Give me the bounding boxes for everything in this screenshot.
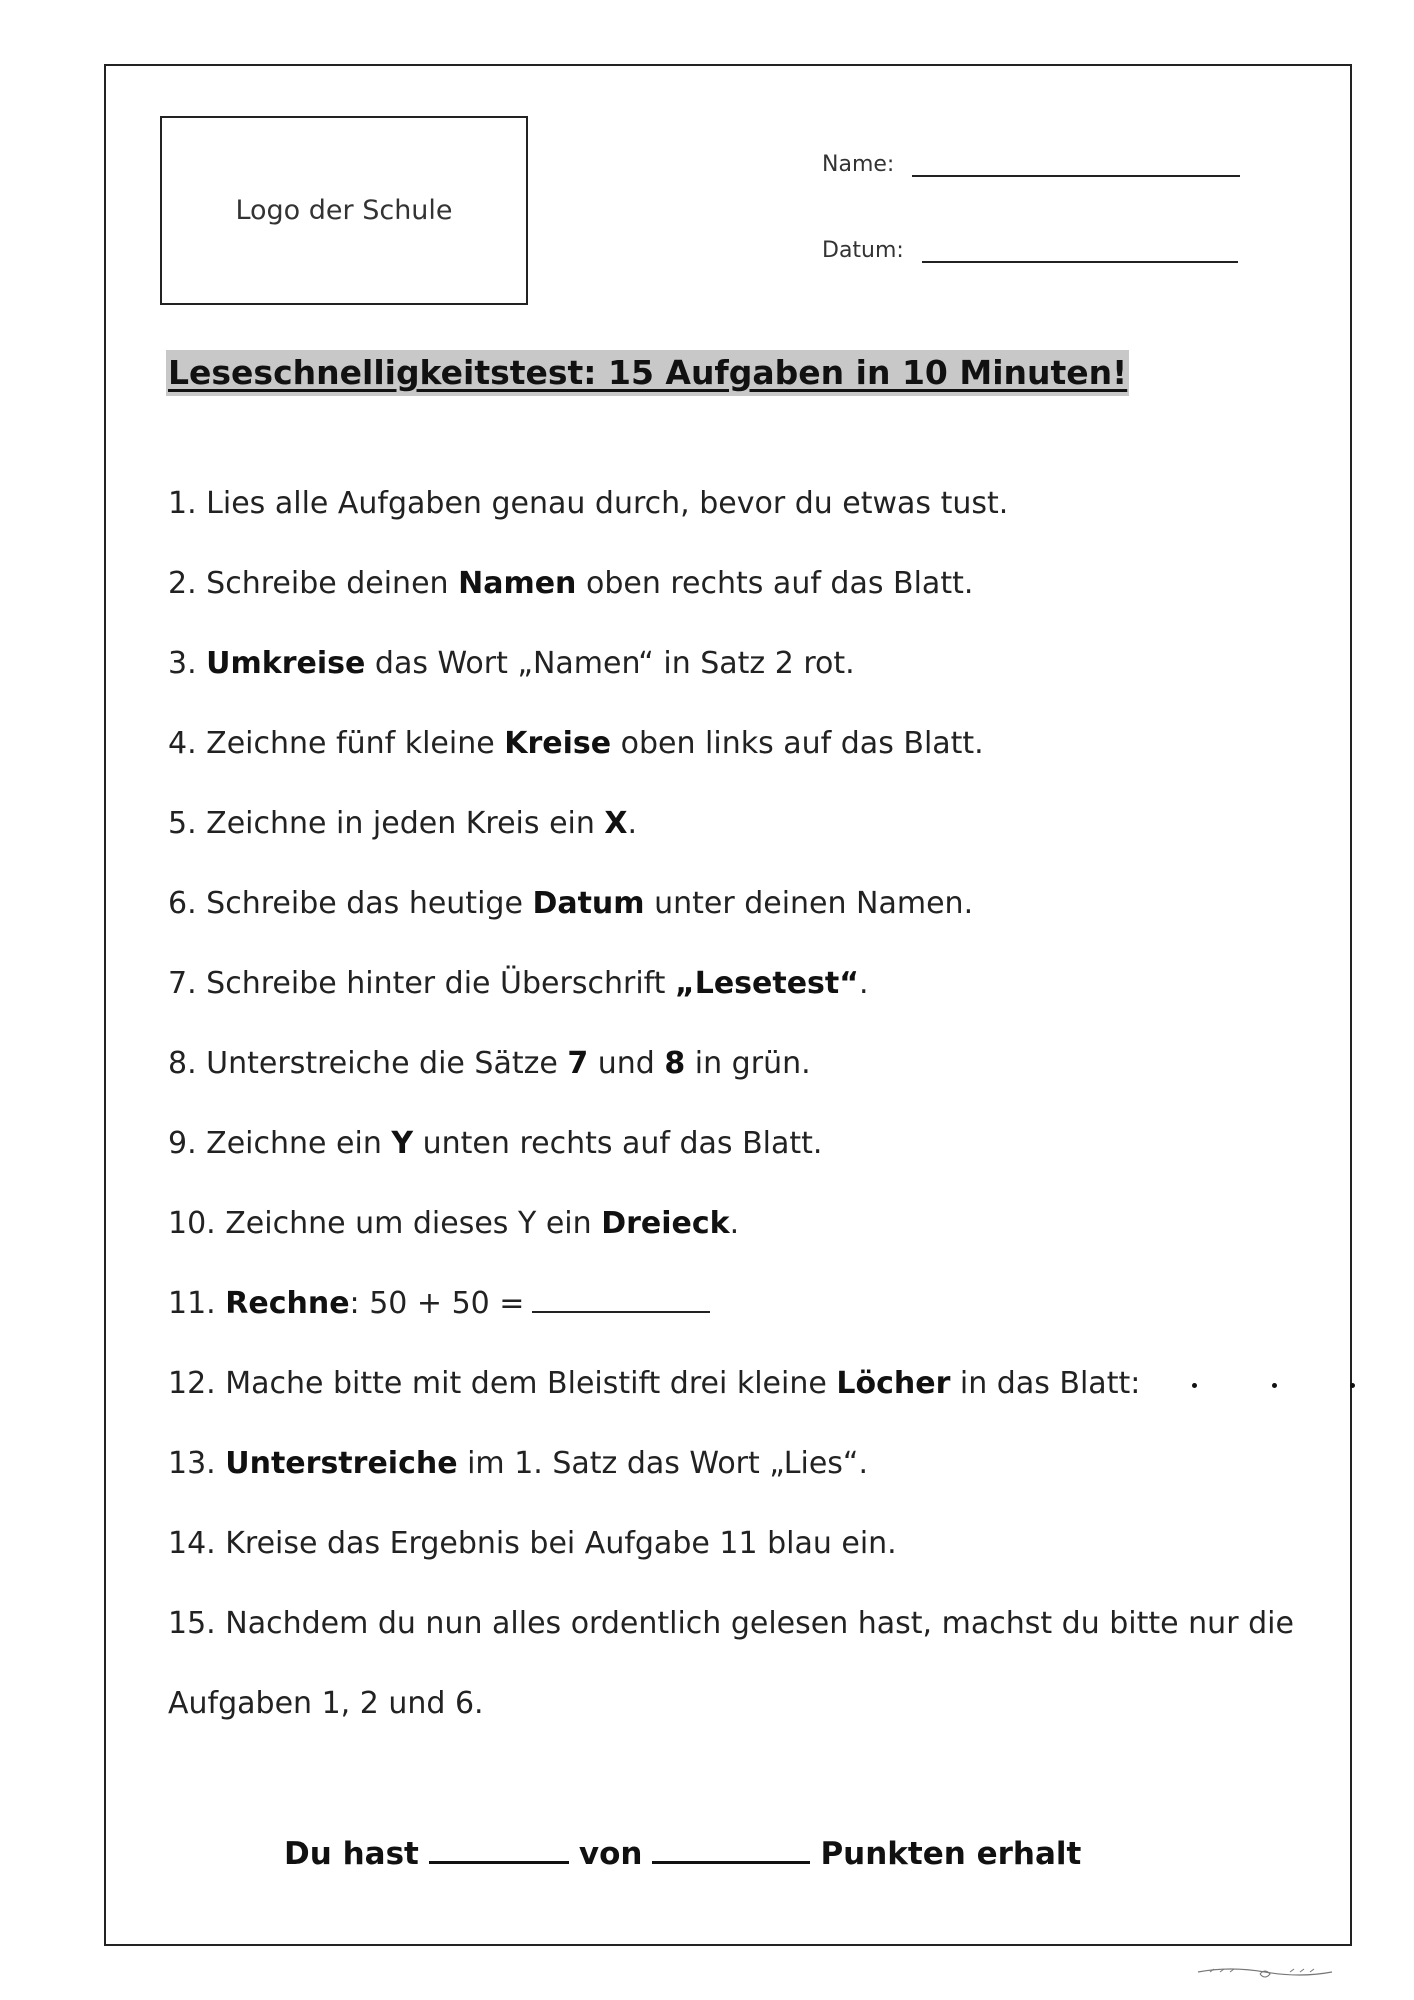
score-text-1: Du hast [284, 1836, 419, 1872]
task-item [168, 874, 1308, 954]
task-text: Zeichne ein [206, 1126, 392, 1161]
task-item [168, 634, 1308, 714]
task-keyword: „Lesetest“ [674, 966, 859, 1001]
task-text: Kreise das Ergebnis bei Aufgabe 11 blau ein. [225, 1526, 897, 1561]
task-number: 10. [168, 1206, 226, 1241]
task-item [168, 1274, 1308, 1354]
task-keyword: Unterstreiche [225, 1446, 458, 1481]
task-number: 3. [168, 646, 207, 681]
score-text-2: von [578, 1836, 643, 1872]
task-item [168, 954, 1308, 1034]
task-number: 7. [168, 966, 207, 1001]
task-text: oben rechts auf das Blatt. [576, 566, 974, 601]
task-keyword: Namen [458, 566, 577, 601]
date-field[interactable] [822, 238, 1238, 263]
score-total-blank[interactable] [652, 1860, 810, 1864]
task-text: und [588, 1046, 665, 1081]
task-text: Zeichne fünf kleine [206, 726, 505, 761]
task-keyword: Y [391, 1126, 414, 1161]
task-text: Mache bitte mit dem Bleistift drei kleine [225, 1366, 837, 1401]
task-text: . [627, 806, 638, 841]
task-text: Schreibe das heutige [206, 886, 533, 921]
task-item [168, 474, 1308, 554]
task-item [168, 1514, 1308, 1594]
task-text: Zeichne um dieses Y ein [225, 1206, 602, 1241]
score-achieved-blank[interactable] [429, 1860, 569, 1864]
date-label: Datum: [822, 238, 904, 263]
task-item [168, 1354, 1308, 1434]
task-number: 4. [168, 726, 207, 761]
hole-dot [1192, 1383, 1197, 1388]
task-list [168, 474, 1308, 1754]
task-item [168, 1194, 1308, 1274]
task-item [168, 1434, 1308, 1514]
name-field[interactable] [822, 152, 1240, 177]
task-keyword: Umkreise [206, 646, 366, 681]
task-number: 2. [168, 566, 207, 601]
school-logo-placeholder [160, 116, 528, 305]
hole-markers [1140, 1363, 1380, 1393]
task-text: unter deinen Namen. [644, 886, 974, 921]
hole-dot [1272, 1383, 1277, 1388]
answer-blank[interactable] [532, 1283, 710, 1313]
task-item [168, 714, 1308, 794]
page-title: Leseschnelligkeitstest: 15 Aufgaben in 10 Minuten! [166, 350, 1129, 396]
task-keyword: Kreise [504, 726, 612, 761]
task-number: 15. [168, 1606, 226, 1641]
task-text: Aufgaben 1, 2 und 6. [168, 1686, 484, 1721]
task-keyword: 7 [567, 1046, 589, 1081]
task-text: : 50 + 50 = [349, 1286, 525, 1321]
date-line[interactable] [922, 260, 1238, 263]
task-number: 9. [168, 1126, 207, 1161]
task-text: in grün. [685, 1046, 811, 1081]
task-number: 14. [168, 1526, 226, 1561]
task-keyword: Löcher [836, 1366, 951, 1401]
task-item [168, 1594, 1308, 1674]
name-line[interactable] [912, 174, 1240, 177]
task-text: unten rechts auf das Blatt. [413, 1126, 823, 1161]
task-text: in das Blatt: [950, 1366, 1141, 1401]
task-text: oben links auf das Blatt. [611, 726, 984, 761]
task-number: 5. [168, 806, 207, 841]
task-text: Unterstreiche die Sätze [206, 1046, 568, 1081]
task-number: 12. [168, 1366, 226, 1401]
task-keyword: Dreieck [601, 1206, 730, 1241]
task-item [168, 1034, 1308, 1114]
task-text: im 1. Satz das Wort „Lies“. [457, 1446, 868, 1481]
task-text: Zeichne in jeden Kreis ein [206, 806, 605, 841]
score-line [284, 1836, 1081, 1872]
task-text: . [729, 1206, 740, 1241]
task-text: Nachdem du nun alles ordentlich gelesen hast, machst du bitte nur die [225, 1606, 1294, 1641]
task-item [168, 794, 1308, 874]
task-keyword: Rechne [225, 1286, 350, 1321]
hole-dot [1350, 1383, 1355, 1388]
task-keyword: Datum [532, 886, 645, 921]
task-text: Schreibe deinen [206, 566, 459, 601]
task-item [168, 1114, 1308, 1194]
logo-placeholder-text: Logo der Schule [235, 195, 453, 226]
task-text: Schreibe hinter die Überschrift [206, 966, 675, 1001]
task-item [168, 1674, 1308, 1754]
task-number: 6. [168, 886, 207, 921]
task-keyword: 8 [664, 1046, 686, 1081]
task-keyword: X [604, 806, 628, 841]
task-number: 1. [168, 486, 207, 521]
task-text: das Wort „Namen“ in Satz 2 rot. [365, 646, 855, 681]
task-text: . [858, 966, 869, 1001]
task-text: Lies alle Aufgaben genau durch, bevor du etwas tust. [206, 486, 1009, 521]
task-number: 13. [168, 1446, 226, 1481]
task-number: 8. [168, 1046, 207, 1081]
score-text-3: Punkten erhalt [820, 1836, 1082, 1872]
signature-flourish-icon [1190, 1948, 1340, 1984]
signature-logo [1190, 1948, 1340, 1984]
name-label: Name: [822, 152, 895, 177]
task-number: 11. [168, 1286, 226, 1321]
task-item [168, 554, 1308, 634]
